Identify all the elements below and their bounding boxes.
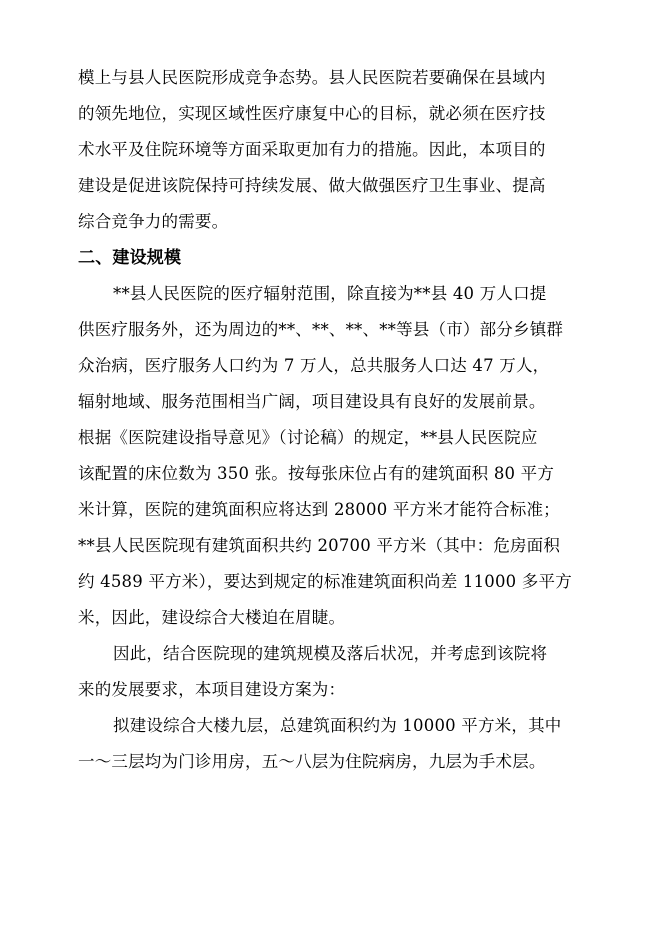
- paragraph-continuation: [78, 60, 584, 240]
- text-line: 约 4589 平方米），要达到规定的标准建筑面积尚差 11000 多平方: [78, 572, 572, 591]
- text-line: 辐射地域、服务范围相当广阔，项目建设具有良好的发展前景。: [78, 392, 546, 411]
- text-line: 该配置的床位数为 350 张。按每张床位占有的建筑面积 80 平方: [78, 464, 555, 483]
- text-line: 综合竞争力的需要。: [78, 212, 229, 231]
- text-line: **县人民医院现有建筑面积共约 20700 平方米（其中：危房面积: [78, 536, 561, 555]
- text-line: 的领先地位，实现区域性医疗康复中心的目标，就必须在医疗技: [78, 104, 546, 123]
- text-line: 一～三层均为门诊用房，五～八层为住院病房，九层为手术层。: [78, 752, 546, 771]
- section-heading: 二、建设规模: [78, 248, 182, 268]
- text-line: 拟建设综合大楼九层，总建筑面积约为 10000 平方米，其中: [113, 716, 562, 735]
- document-body: [78, 60, 584, 780]
- text-line: 术水平及住院环境等方面采取更加有力的措施。因此，本项目的: [78, 140, 546, 159]
- paragraph-plan-detail: [78, 708, 584, 780]
- text-line: 根据《医院建设指导意见》（讨论稿）的规定，**县人民医院应: [78, 428, 538, 447]
- paragraph-plan-intro: [78, 636, 584, 708]
- paragraph-service-scope: [78, 276, 584, 636]
- text-line: **县人民医院的医疗辐射范围，除直接为**县 40 万人口提: [113, 284, 547, 303]
- text-line: 米，因此，建设综合大楼迫在眉睫。: [78, 608, 346, 627]
- text-line: 因此，结合医院现的建筑规模及落后状况，并考虑到该院将: [113, 644, 548, 663]
- text-line: 建设是促进该院保持可持续发展、做大做强医疗卫生事业、提高: [78, 176, 546, 195]
- text-line: 来的发展要求，本项目建设方案为：: [78, 680, 346, 699]
- text-line: 米计算，医院的建筑面积应将达到 28000 平方米才能符合标准；: [78, 500, 560, 519]
- text-line: 模上与县人民医院形成竞争态势。县人民医院若要确保在县域内: [78, 68, 546, 87]
- text-line: 供医疗服务外，还为周边的**、**、**、**等县（市）部分乡镇群: [78, 320, 564, 339]
- text-line: 众治病，医疗服务人口约为 7 万人，总共服务人口达 47 万人，: [78, 356, 550, 375]
